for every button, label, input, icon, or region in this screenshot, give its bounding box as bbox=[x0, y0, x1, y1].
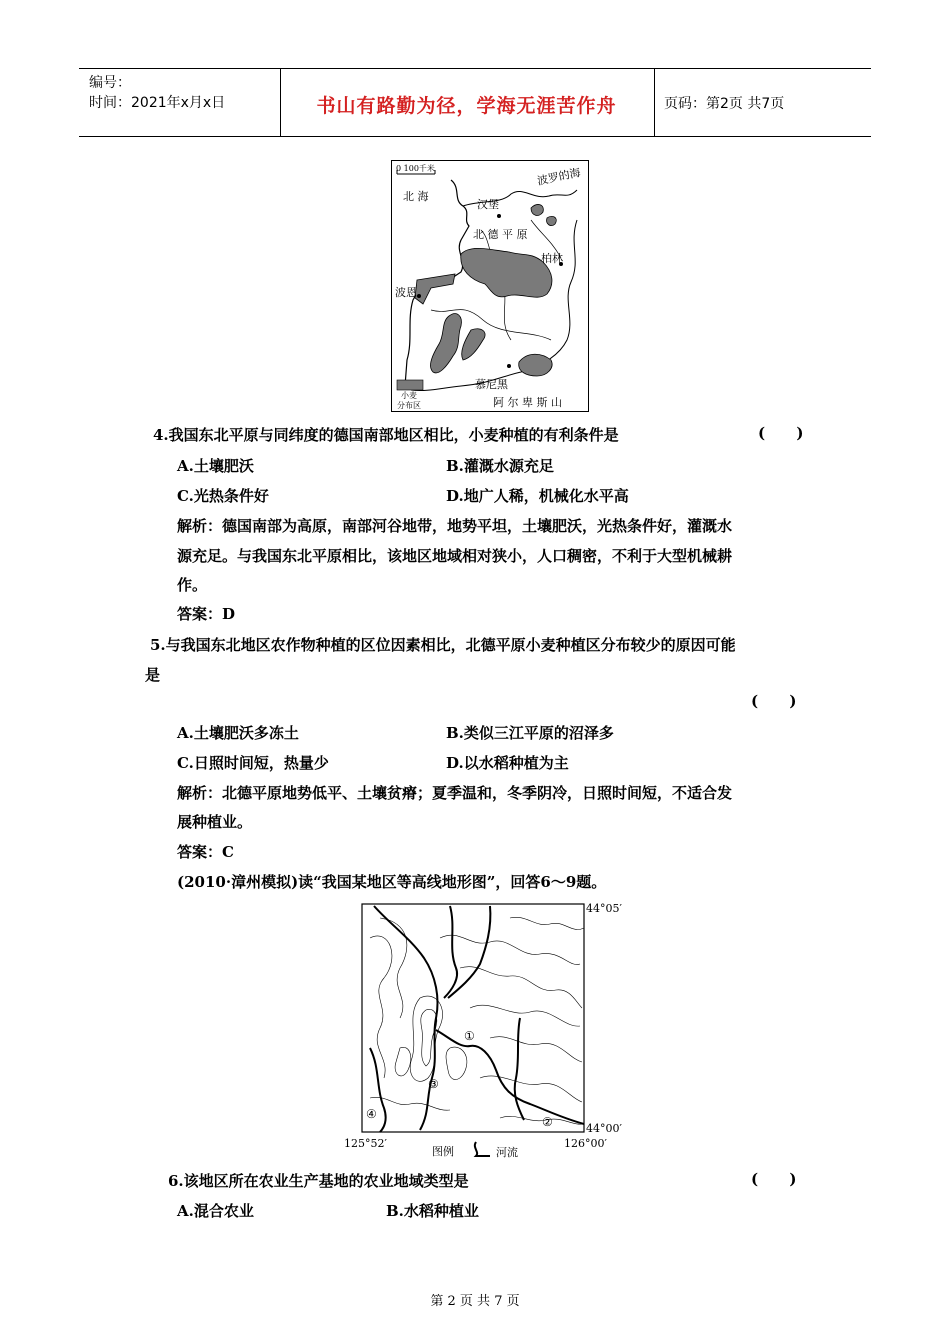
question-4-option-d: D.地广人稀，机械化水平高 bbox=[446, 487, 629, 505]
contour-map bbox=[340, 898, 640, 1160]
legend-river-label: 河流 bbox=[496, 1146, 518, 1159]
question-6-answer-blank: ( ) bbox=[751, 1170, 797, 1188]
lat-bottom-label: 44°00′ bbox=[586, 1122, 622, 1135]
page-footer: 第 2 页 共 7 页 bbox=[430, 1294, 520, 1309]
explanation-line: 展种植业。 bbox=[177, 813, 253, 831]
mark-1: ① bbox=[464, 1029, 475, 1043]
section-intro: (2010·漳州模拟)读“我国某地区等高线地形图”，回答6～9题。 bbox=[177, 873, 607, 891]
label-berlin: 柏林 bbox=[541, 252, 563, 265]
label-north-german-plain: 北 德 平 原 bbox=[473, 228, 528, 241]
explanation-line: 源充足。与我国东北平原相比，该地区地域相对狭小，人口稠密，不利于大型机械耕 bbox=[177, 547, 733, 565]
question-4-explanation bbox=[177, 511, 817, 541]
lat-top-label: 44°05′ bbox=[586, 902, 622, 915]
mark-3: ③ bbox=[428, 1077, 439, 1091]
header-page-info: 页码：第2页 共7页 bbox=[664, 96, 785, 112]
question-5-stem-cont: 是 bbox=[145, 666, 161, 684]
munich-dot bbox=[507, 364, 511, 368]
question-4-option-c: C.光热条件好 bbox=[177, 487, 269, 505]
question-5-explanation: 解析：北德平原地势低平、土壤贫瘠；夏季温和，冬季阴冷，日照时间短，不适合发 bbox=[177, 784, 733, 802]
question-6-stem: 6.该地区所在农业生产基地的农业地域类型是 bbox=[168, 1172, 469, 1190]
question-4-answer-blank: ( ) bbox=[758, 424, 804, 442]
question-6-option-a: A.混合农业 bbox=[177, 1202, 254, 1220]
explanation-line: 解析：德国南部为高原，南部河谷地带，地势平坦，土壤肥沃，光热条件好，灌溉水 bbox=[177, 517, 733, 535]
legend-title: 图例 bbox=[432, 1145, 454, 1158]
mark-4: ④ bbox=[366, 1107, 377, 1121]
legend-label: 小麦 bbox=[401, 391, 417, 400]
header-meta bbox=[89, 73, 225, 113]
label-munich: 慕尼黑 bbox=[475, 378, 508, 391]
question-5-option-b: B.类似三江平原的沼泽多 bbox=[446, 724, 614, 742]
mark-2: ② bbox=[542, 1115, 553, 1129]
question-4-option-a: A.土壤肥沃 bbox=[177, 457, 254, 475]
question-4-answer: 答案：D bbox=[177, 605, 236, 623]
label-baltic-sea: 波罗的海 bbox=[536, 165, 582, 188]
river-legend-icon bbox=[475, 1142, 490, 1156]
lon-left-label: 125°52′ bbox=[344, 1137, 387, 1150]
label-alps: 阿 尔 卑 斯 山 bbox=[493, 396, 562, 409]
lon-right-label: 126°00′ bbox=[564, 1137, 607, 1150]
legend-label: 分布区 bbox=[397, 401, 421, 410]
wheat-region bbox=[519, 354, 552, 376]
question-5-option-c: C.日照时间短，热量少 bbox=[177, 754, 329, 772]
question-4-stem: 4.我国东北平原与同纬度的德国南部地区相比，小麦种植的有利条件是 bbox=[153, 426, 619, 444]
label-north-sea: 北 海 bbox=[403, 190, 429, 203]
header-motto: 书山有路勤为径，学海无涯苦作舟 bbox=[316, 95, 617, 117]
hamburg-dot bbox=[497, 214, 501, 218]
header-time: 时间：2021年x月x日 bbox=[89, 95, 226, 111]
bonn-dot bbox=[417, 294, 421, 298]
question-5-answer-blank: ( ) bbox=[751, 692, 797, 710]
question-5-answer: 答案：C bbox=[177, 843, 234, 861]
germany-wheat-map bbox=[391, 160, 589, 412]
header-divider bbox=[654, 69, 655, 136]
label-bonn: 波恩 bbox=[395, 286, 417, 299]
map-frame bbox=[362, 904, 584, 1132]
question-6-option-b: B.水稻种植业 bbox=[386, 1202, 479, 1220]
scale-label: 0 100千米 bbox=[396, 164, 435, 173]
legend-swatch bbox=[397, 380, 423, 390]
header-number: 编号： bbox=[89, 75, 131, 91]
question-5-option-a: A.土壤肥沃多冻土 bbox=[177, 724, 299, 742]
question-5-option-d: D.以水稻种植为主 bbox=[446, 754, 569, 772]
page-header bbox=[79, 68, 871, 137]
question-5-stem: 5.与我国东北地区农作物种植的区位因素相比，北德平原小麦种植区分布较少的原因可能 bbox=[150, 636, 736, 654]
question-4-option-b: B.灌溉水源充足 bbox=[446, 457, 554, 475]
explanation-line: 作。 bbox=[177, 576, 208, 594]
label-hamburg: 汉堡 bbox=[477, 198, 499, 211]
